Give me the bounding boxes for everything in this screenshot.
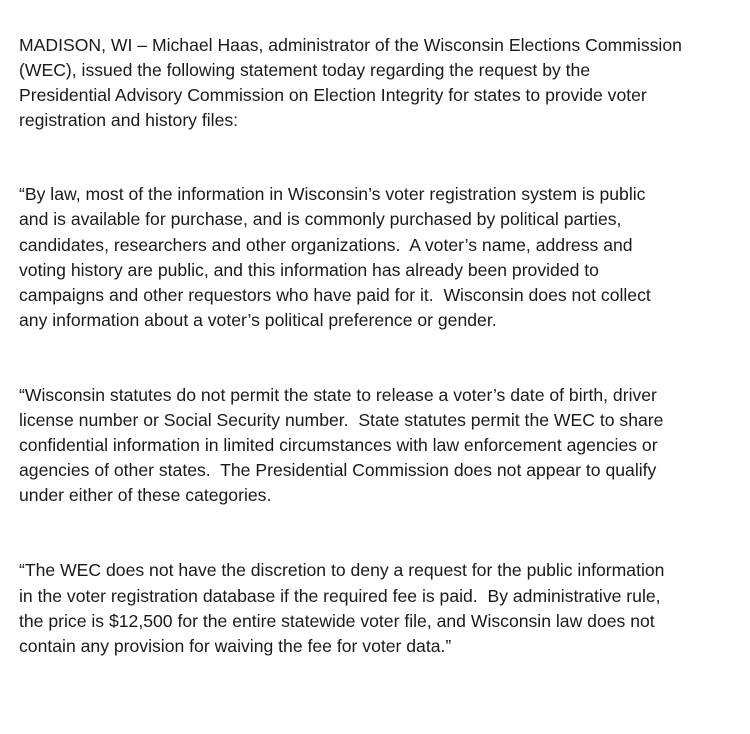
text-line: “The WEC does not have the discretion to deny a request for the public information: [19, 560, 665, 581]
text-line: MADISON, WI – Michael Haas, administrator of the Wisconsin Elections Commission: [19, 35, 682, 55]
text-line: contain any provision for waiving the fee for voter data.”: [19, 635, 452, 656]
text-line: “By law, most of the information in Wisconsin’s voter registration system is public: [19, 184, 646, 205]
text-line: any information about a voter’s political preference or gender.: [19, 309, 497, 330]
text-line: Presidential Advisory Commission on Election Integrity for states to provide voter: [19, 85, 647, 106]
text-line: voting history are public, and this information has already been provided to: [19, 259, 599, 280]
quote-paragraph-public-information: [19, 182, 739, 333]
text-line: and is available for purchase, and is commonly purchased by political parties,: [19, 209, 622, 230]
text-line: license number or Social Security number. State statutes permit the WEC to share: [19, 410, 664, 431]
intro-paragraph: [19, 33, 739, 133]
text-line: in the voter registration database if the required fee is paid. By administrative rule,: [19, 585, 661, 606]
text-line: candidates, researchers and other organizations. A voter’s name, address and: [19, 234, 633, 255]
text-line: agencies of other states. The Presidential Commission does not appear to qualify: [19, 460, 657, 481]
press-statement-document: [19, 33, 739, 659]
quote-paragraph-confidential-information: [19, 383, 739, 508]
text-line: confidential information in limited circumstances with law enforcement agencies or: [19, 435, 658, 456]
text-line: registration and history files:: [19, 110, 239, 131]
quote-paragraph-fee: [19, 558, 739, 658]
text-line: the price is $12,500 for the entire statewide voter file, and Wisconsin law does not: [19, 610, 655, 631]
text-line: campaigns and other requestors who have paid for it. Wisconsin does not collect: [19, 284, 651, 305]
text-line: (WEC), issued the following statement today regarding the request by the: [19, 60, 591, 81]
text-line: “Wisconsin statutes do not permit the state to release a voter’s date of birth, driver: [19, 384, 657, 405]
text-line: under either of these categories.: [19, 485, 272, 506]
